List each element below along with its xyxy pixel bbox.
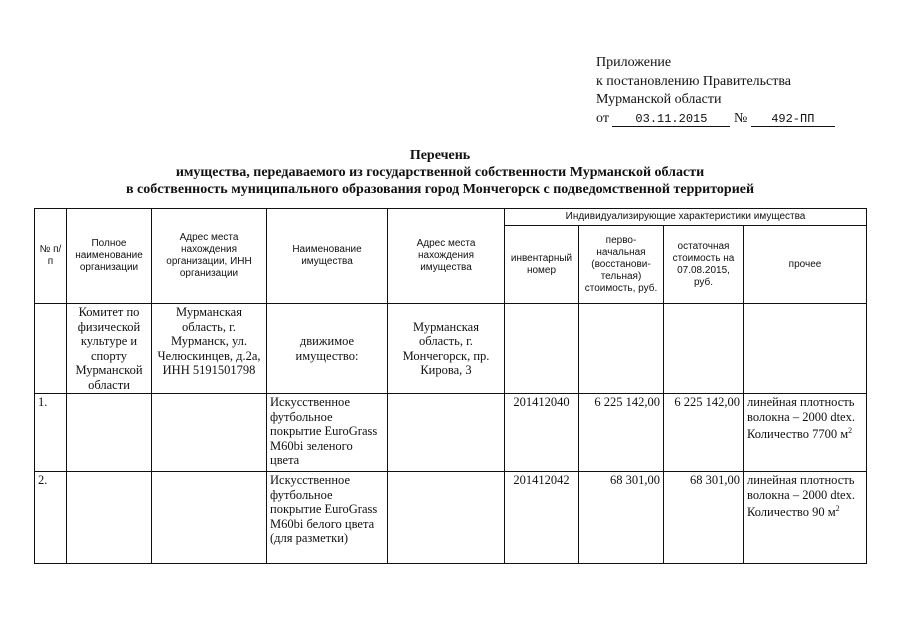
appendix-label: Приложение <box>596 55 672 70</box>
appendix-header <box>596 54 835 128</box>
other-density: линейная плотность волокна – 2000 dtex. <box>747 395 855 424</box>
cell-empty <box>35 304 67 394</box>
cell-empty <box>744 304 867 394</box>
cell-empty <box>388 472 505 564</box>
appendix-date-number <box>596 110 835 129</box>
appendix-region: Мурманской области <box>596 92 722 107</box>
cell-empty <box>505 304 579 394</box>
cell-empty <box>67 472 152 564</box>
title-line-3: в собственность муниципального образования город Мончегорск с подведомственной территорией <box>125 182 755 197</box>
header-characteristics-group: Индивидуализирующие характеристики имущества <box>505 209 867 226</box>
cell-empty <box>388 394 505 472</box>
appendix-resolution: к постановлению Правительства <box>596 73 792 89</box>
property-table <box>34 208 867 564</box>
cell-other <box>744 394 867 472</box>
other-unit-exponent: 2 <box>848 426 853 435</box>
other-quantity: Количество 7700 м <box>747 427 849 442</box>
header-item-address: Адрес места нахождения имущества <box>388 209 505 304</box>
cell-empty <box>579 304 664 394</box>
number-prefix: № <box>733 110 748 126</box>
title-line-2: имущества, передаваемого из государственной собственности Мурманской области <box>175 165 705 180</box>
cell-residual-cost: 68 301,00 <box>664 472 744 564</box>
header-item-name: Наименование имущества <box>267 209 388 304</box>
table-row-organization <box>35 304 867 394</box>
other-density: линейная плотность волокна – 2000 dtex. <box>747 473 855 502</box>
cell-item-address: Мурманская область, г. Мончегорск, пр. Кирова, 3 <box>388 304 505 394</box>
header-org-address: Адрес места нахождения организации, ИНН организации <box>152 209 267 304</box>
cell-other <box>744 472 867 564</box>
cell-residual-cost: 6 225 142,00 <box>664 394 744 472</box>
cell-inventory: 201412042 <box>505 472 579 564</box>
title-line-1: Перечень <box>409 148 471 163</box>
cell-num: 1. <box>35 394 67 472</box>
cell-empty <box>67 394 152 472</box>
header-initial-cost: перво-начальная (восстанови-тельная) стоимость, руб. <box>579 226 664 304</box>
cell-initial-cost: 68 301,00 <box>579 472 664 564</box>
cell-item-category: движимое имущество: <box>267 304 388 394</box>
header-inventory: инвентарный номер <box>505 226 579 304</box>
cell-num: 2. <box>35 472 67 564</box>
table-row <box>35 394 867 472</box>
cell-initial-cost: 6 225 142,00 <box>579 394 664 472</box>
cell-empty <box>664 304 744 394</box>
resolution-number: 492-ПП <box>751 112 835 127</box>
other-quantity: Количество 90 м <box>747 505 836 520</box>
table-row <box>35 472 867 564</box>
cell-item-name: Искусственное футбольное покрытие EuroGrass M60bi белого цвета (для разметки) <box>267 472 388 564</box>
resolution-date: 03.11.2015 <box>612 112 730 127</box>
header-other: прочее <box>744 226 867 304</box>
header-residual-cost: остаточная стоимость на 07.08.2015, руб. <box>664 226 744 304</box>
cell-org-name: Комитет по физической культуре и спорту Мурманской области <box>67 304 152 394</box>
cell-item-name: Искусственное футбольное покрытие EuroGrass M60bi зеленого цвета <box>267 394 388 472</box>
other-unit-exponent: 2 <box>835 504 840 513</box>
header-org-name: Полное наименование организации <box>67 209 152 304</box>
cell-empty <box>152 472 267 564</box>
cell-org-address: Мурманская область, г. Мурманск, ул. Челюскинцев, д.2а, ИНН 5191501798 <box>152 304 267 394</box>
header-num: № п/п <box>35 209 67 304</box>
cell-inventory: 201412040 <box>505 394 579 472</box>
date-prefix: от <box>596 110 609 126</box>
document-title <box>40 147 840 198</box>
cell-empty <box>152 394 267 472</box>
